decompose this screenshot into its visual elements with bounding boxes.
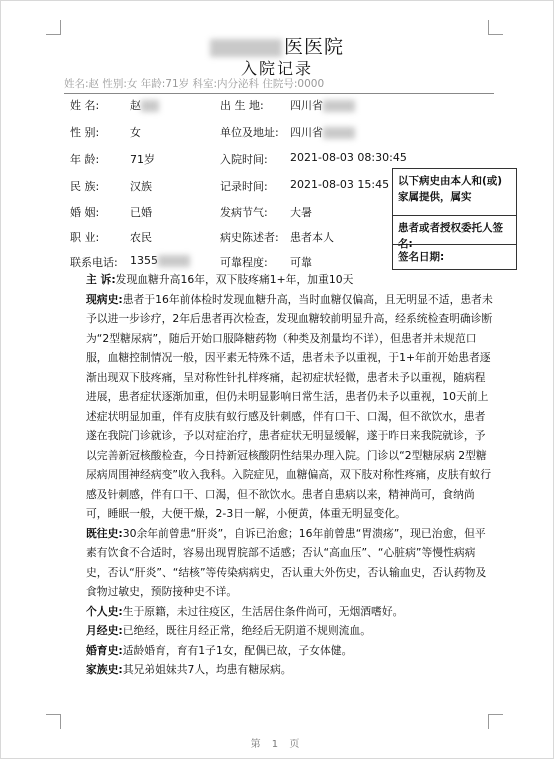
address-label: 单位及地址: [220,126,279,139]
season-label: 发病节气: [220,206,268,219]
name-value: 赵 [130,97,161,113]
chief-complaint [86,270,496,290]
age-value: 71岁 [130,153,155,166]
reliability-label: 可靠程度: [220,256,268,269]
record-time-label: 记录时间: [220,180,268,193]
birthplace-value: 四川省 [290,97,357,113]
marital-label: 婚 姻: [70,206,100,219]
family-label: 家族史: [86,663,123,676]
signature-date: 签名日期: [392,245,517,270]
document-title: 入院记录 [240,59,313,78]
address-value: 四川省 [290,124,357,140]
signature-field: 患者或者授权委托人签名: [392,216,517,245]
personal-label: 个人史: [86,604,123,618]
record-time-value: 2021-08-03 15:45 [290,178,390,191]
job-value: 农民 [130,231,152,244]
menstrual-history [86,621,496,641]
personal-history [86,602,496,622]
menstrual-label: 月经史: [86,624,123,637]
narrator-value: 患者本人 [290,231,334,244]
crop-mark [488,714,503,729]
marital-value: 已婚 [130,206,152,219]
phone-label: 联系电话: [70,256,118,269]
ethnicity-value: 汉族 [130,180,152,193]
admit-time-label: 入院时间: [220,153,268,166]
page-number: 第 1 页 [250,739,304,750]
admit-time-value: 2021-08-03 08:30:45 [290,151,407,164]
job-label: 职 业: [70,231,100,244]
present-illness [86,290,496,524]
menstrual-text: 已绝经，既往月经正常，绝经后无阴道不规则流血。 [122,624,372,637]
personal-text: 生于原籍，未过往疫区，生活居住条件尚可，无烟酒嗜好。 [122,604,404,618]
signature-statement: 以下病史由本人和(或)家属提供，属实 [392,168,517,216]
marriage-history [86,641,496,661]
signature-box [392,168,517,270]
chief-text: 发现血糖升高16年，双下肢疼痛1+年，加重10天 [115,273,354,286]
season-value: 大暑 [290,206,312,219]
birthplace-label: 出 生 地: [220,99,264,112]
ethnicity-label: 民 族: [70,180,100,193]
hospital-suffix: 医医院 [283,36,344,58]
chief-label: 主 诉: [86,273,116,286]
age-label: 年 龄: [70,153,100,166]
past-text: 30余年前曾患“肝炎”，自诉已治愈；16年前曾患“胃溃疡”，现已治愈，但平素有饮食不合适时，容易出现胃脘部不适感；否认“高血压”、“心脏病”等慢性病病史，否认“肝炎”、“结核”等传染病病史，否认重大外伤史，否认输血史，否认药物及食物过敏史，预防接种史不详。 [86,526,487,598]
crop-mark [46,714,61,729]
present-text: 患者于16年前体检时发现血糖升高，当时血糖仅偏高，且无明显不适，患者未予以进一步诊疗，2年后患者再次检查，发现血糖较前明显升高，经系统检查明确诊断为“2型糖尿病”，随后开始口服降糖药物（种类及剂量均不详），但患者并未规范口服，血糖控制情况一般，因平素无特殊不适，患者未予以重视，于1+年前开始患者逐渐出现双下肢疼痛，呈对称性针扎样疼痛，起初症状轻微，患者未予以重视，随病程进展，患者症状逐渐加重，但仍未明显影响日常生活，患者仍未予以重视，10天前上述症状明显加重，伴有皮肤有蚁行感及针刺感，伴有口干、口渴，但不欲饮水，患者遂在我院门诊就诊，予以对症治疗，患者症状无明显缓解，遂于昨日来我院就诊，予以完善新冠核酸检查，今日持新冠核酸阴性结果办理入院。门诊以“2型糖尿病 2型糖尿病周围神经病变”收入我科。入院症见，血糖偏高，双下肢对称性疼痛，皮肤有蚁行感及针刺感，伴有口干、口渴，但不欲饮水。患者自患病以来，精神尚可，食纳尚可，睡眠一般，大便干燥，2-3日一解，小便黄，体重无明显变化。 [86,292,493,520]
marriage-text: 适龄婚育，育有1子1女，配偶已故，子女体健。 [122,643,353,657]
gender-value: 女 [130,126,141,139]
family-text: 其兄弟姐妹共7人，均患有糖尿病。 [122,663,292,676]
marriage-label: 婚育史: [86,643,123,657]
narrator-label: 病史陈述者: [220,231,279,244]
past-history [86,524,496,602]
family-history [86,660,496,680]
patient-header-line: 姓名:赵 性别:女 年龄:71岁 科室:内分泌科 住院号:0000 [64,76,494,94]
medical-history [86,270,496,680]
reliability-value: 可靠 [290,256,312,269]
present-label: 现病史: [86,292,123,306]
past-label: 既往史: [86,526,123,540]
gender-label: 性 别: [70,126,100,139]
phone-value: 1355 [130,254,192,267]
name-label: 姓 名: [70,99,100,112]
